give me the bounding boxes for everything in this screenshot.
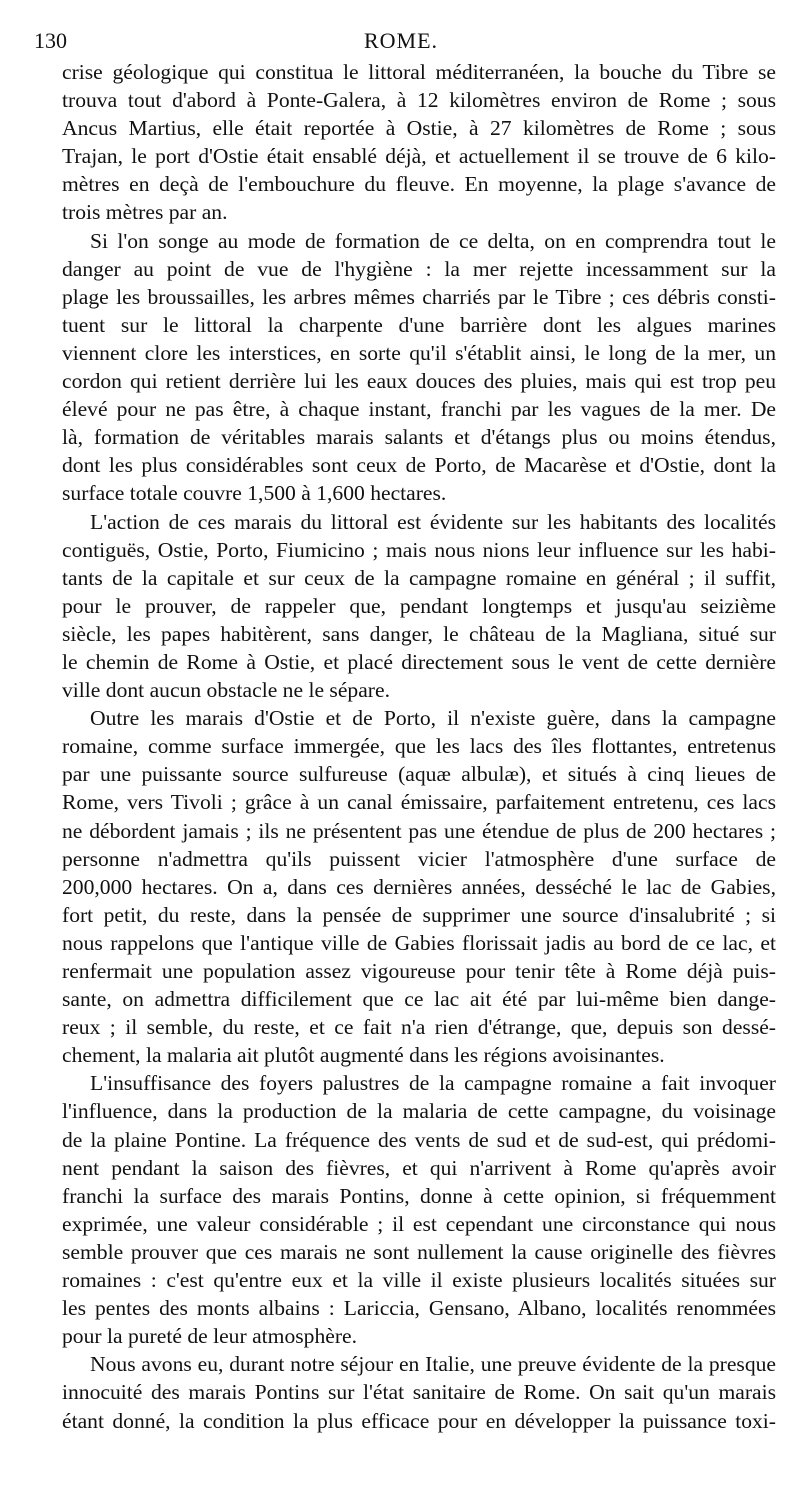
- paragraph: [34, 1069, 776, 1350]
- body-text: [34, 58, 776, 1435]
- text-line: de la plaine Pontine. La fréquence des vents de sud et de sud-est, qui prédomi-: [62, 1127, 776, 1152]
- text-line: personne n'admettra qu'ils puissent vicier l'atmosphère d'une surface de: [62, 846, 776, 871]
- text-line: danger au point de vue de l'hygiène : la mer rejette incessamment sur la: [62, 256, 776, 281]
- text-line: L'action de ces marais du littoral est évidente sur les habitants des localités: [90, 509, 776, 534]
- text-line: trouva tout d'abord à Ponte-Galera, à 12 kilomètres environ de Rome ; sous: [62, 88, 776, 113]
- text-line: nous rappelons que l'antique ville de Gabies florissait jadis au bord de ce lac, et: [62, 930, 776, 955]
- text-line: surface totale couvre 1,500 à 1,600 hectares.: [62, 481, 447, 506]
- text-line: crise géologique qui constitua le littoral méditerranéen, la bouche du Tibre se: [62, 60, 776, 84]
- text-line: par une puissante source sulfureuse (aquæ albulæ), et situés à cinq lieues de: [62, 762, 776, 787]
- text-line: contiguës, Ostie, Porto, Fiumicino ; mais nous nions leur influence sur les habi-: [62, 537, 776, 562]
- paragraph: [34, 1350, 776, 1434]
- text-line: reux ; il semble, du reste, et ce fait n'a rien d'étrange, que, depuis son dessé-: [62, 1015, 776, 1040]
- text-line: trois mètres par an.: [62, 200, 228, 225]
- book-page: [34, 24, 776, 1435]
- text-line: Si l'on songe au mode de formation de ce delta, on en comprendra tout le: [90, 228, 776, 253]
- paragraph: [34, 508, 776, 705]
- text-line: mètres en deçà de l'embouchure du fleuve. En moyenne, la plage s'avance de: [62, 172, 776, 197]
- text-line: siècle, les papes habitèrent, sans danger, le château de la Magliana, situé sur: [62, 621, 776, 646]
- text-line: tants de la capitale et sur ceux de la campagne romaine en général ; il suffit,: [62, 565, 776, 590]
- page-number: 130: [34, 28, 67, 53]
- paragraph: [34, 58, 776, 227]
- text-line: Ancus Martius, elle était reportée à Ostie, à 27 kilomètres de Rome ; sous: [62, 116, 776, 141]
- text-line: ville dont aucun obstacle ne le sépare.: [62, 678, 390, 703]
- text-line: le chemin de Rome à Ostie, et placé directement sous le vent de cette dernière: [62, 649, 776, 674]
- text-line: fort petit, du reste, dans la pensée de supprimer une source d'insalubrité ; si: [62, 902, 776, 927]
- text-line: chement, la malaria ait plutôt augmenté dans les régions avoisinantes.: [62, 1043, 665, 1068]
- text-line: étant donné, la condition la plus efficace pour en développer la puissance toxi-: [62, 1408, 776, 1433]
- text-line: pour le prouver, de rappeler que, pendant longtemps et jusqu'au seizième: [62, 593, 776, 618]
- running-head: ROME.: [364, 28, 439, 53]
- text-line: exprimée, une valeur considérable ; il est cependant une circonstance qui nous: [62, 1211, 776, 1236]
- text-line: viennent clore les interstices, en sorte qu'il s'établit ainsi, le long de la mer, un: [62, 340, 776, 365]
- text-line: pour la pureté de leur atmosphère.: [62, 1324, 357, 1349]
- paragraph: [34, 704, 776, 1069]
- text-line: franchi la surface des marais Pontins, donne à cette opinion, si fréquemment: [62, 1183, 776, 1208]
- text-line: Nous avons eu, durant notre séjour en Italie, une preuve évidente de la presque: [90, 1352, 776, 1377]
- text-line: Rome, vers Tivoli ; grâce à un canal émissaire, parfaitement entretenu, ces lacs: [62, 790, 776, 815]
- text-line: L'insuffisance des foyers palustres de la campagne romaine a fait invoquer: [90, 1071, 776, 1096]
- text-line: nent pendant la saison des fièvres, et qui n'arrivent à Rome qu'après avoir: [62, 1155, 776, 1180]
- text-line: 200,000 hectares. On a, dans ces dernières années, desséché le lac de Gabies,: [62, 874, 776, 899]
- text-line: là, formation de véritables marais salants et d'étangs plus ou moins étendus,: [62, 425, 776, 450]
- text-line: ne débordent jamais ; ils ne présentent pas une étendue de plus de 200 hectares ;: [62, 818, 776, 843]
- text-line: Trajan, le port d'Ostie était ensablé déjà, et actuellement il se trouve de 6 kilo-: [62, 144, 776, 169]
- text-line: renfermait une population assez vigoureuse pour tenir tête à Rome déjà puis-: [62, 959, 776, 983]
- text-line: plage les broussailles, les arbres mêmes charriés par le Tibre ; ces débris consti-: [62, 284, 776, 309]
- text-line: élevé pour ne pas être, à chaque instant, franchi par les vagues de la mer. De: [62, 397, 776, 422]
- text-line: l'influence, dans la production de la malaria de cette campagne, du voisinage: [62, 1099, 776, 1124]
- text-line: les pentes des monts albains : Lariccia, Gensano, Albano, localités renommées: [62, 1296, 776, 1321]
- text-line: semble prouver que ces marais ne sont nullement la cause originelle des fièvres: [62, 1239, 776, 1264]
- text-line: romaines : c'est qu'entre eux et la ville il existe plusieurs localités situées sur: [62, 1268, 776, 1293]
- page-header: [34, 24, 776, 58]
- text-line: Outre les marais d'Ostie et de Porto, il n'existe guère, dans la campagne: [90, 706, 776, 731]
- text-line: romaine, comme surface immergée, que les lacs des îles flottantes, entretenus: [62, 734, 776, 759]
- text-line: tuent sur le littoral la charpente d'une barrière dont les algues marines: [62, 312, 776, 337]
- text-line: innocuité des marais Pontins sur l'état sanitaire de Rome. On sait qu'un marais: [62, 1380, 776, 1405]
- text-line: cordon qui retient derrière lui les eaux douces des pluies, mais qui est trop peu: [62, 369, 776, 394]
- paragraph: [34, 227, 776, 508]
- text-line: dont les plus considérables sont ceux de Porto, de Macarèse et d'Ostie, dont la: [62, 453, 776, 478]
- text-line: sante, on admettra difficilement que ce lac ait été par lui-même bien dange-: [62, 987, 776, 1012]
